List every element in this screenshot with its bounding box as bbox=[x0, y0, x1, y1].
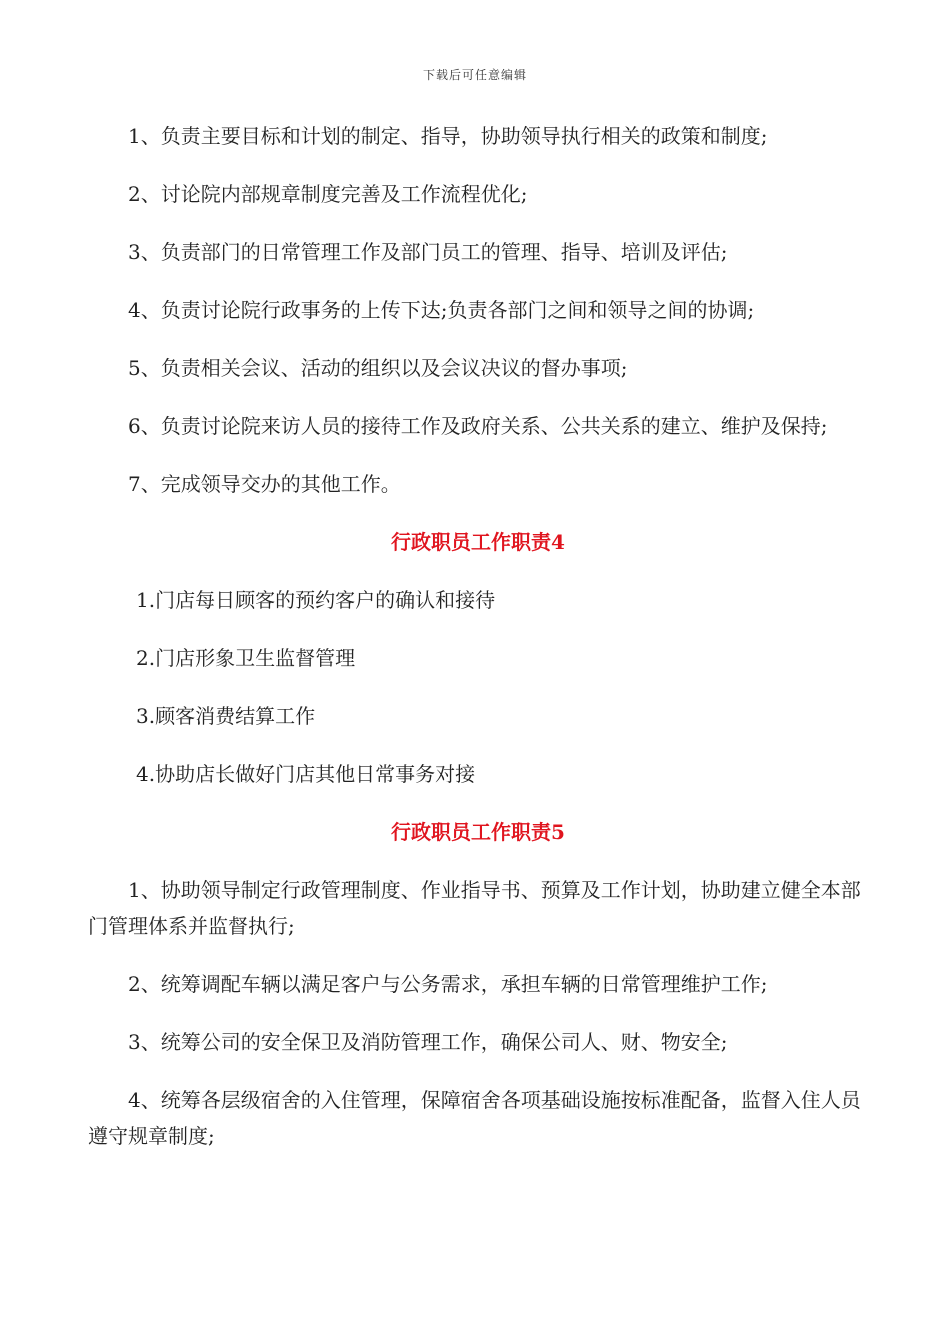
duty-item-a5: 5、负责相关会议、活动的组织以及会议决议的督办事项; bbox=[128, 356, 628, 380]
duty-item-a3: 3、负责部门的日常管理工作及部门员工的管理、指导、培训及评估; bbox=[128, 240, 728, 264]
duty-item-4-1: 1.门店每日顾客的预约客户的确认和接待 bbox=[136, 588, 496, 612]
duty-item-a4: 4、负责讨论院行政事务的上传下达;负责各部门之间和领导之间的协调; bbox=[128, 298, 755, 322]
duty-item-5-3: 3、统筹公司的安全保卫及消防管理工作，确保公司人、财、物安全; bbox=[128, 1030, 728, 1054]
duty-item-a2: 2、讨论院内部规章制度完善及工作流程优化; bbox=[128, 182, 528, 206]
duty-item-5-1: 1、协助领导制定行政管理制度、作业指导书、预算及工作计划，协助建立健全本部门管理体系并监督执行; bbox=[88, 878, 861, 938]
duty-item-5-2: 2、统筹调配车辆以满足客户与公务需求，承担车辆的日常管理维护工作; bbox=[128, 972, 768, 996]
duty-item-4-2: 2.门店形象卫生监督管理 bbox=[136, 646, 356, 670]
document-body bbox=[88, 118, 868, 1176]
duty-item-5-4: 4、统筹各层级宿舍的入住管理，保障宿舍各项基础设施按标准配备，监督入住人员遵守规章制度; bbox=[88, 1088, 861, 1148]
duty-item-a7: 7、完成领导交办的其他工作。 bbox=[128, 472, 401, 496]
section-4-title: 行政职员工作职责4 bbox=[391, 530, 565, 554]
duty-item-4-4: 4.协助店长做好门店其他日常事务对接 bbox=[136, 762, 476, 786]
header-note: 下载后可任意编辑 bbox=[422, 68, 527, 82]
duty-item-a6: 6、负责讨论院来访人员的接待工作及政府关系、公共关系的建立、维护及保持; bbox=[128, 414, 828, 438]
section-5-title: 行政职员工作职责5 bbox=[391, 820, 565, 844]
duty-item-4-3: 3.顾客消费结算工作 bbox=[136, 704, 316, 728]
duty-item-a1: 1、负责主要目标和计划的制定、指导，协助领导执行相关的政策和制度; bbox=[128, 124, 768, 148]
